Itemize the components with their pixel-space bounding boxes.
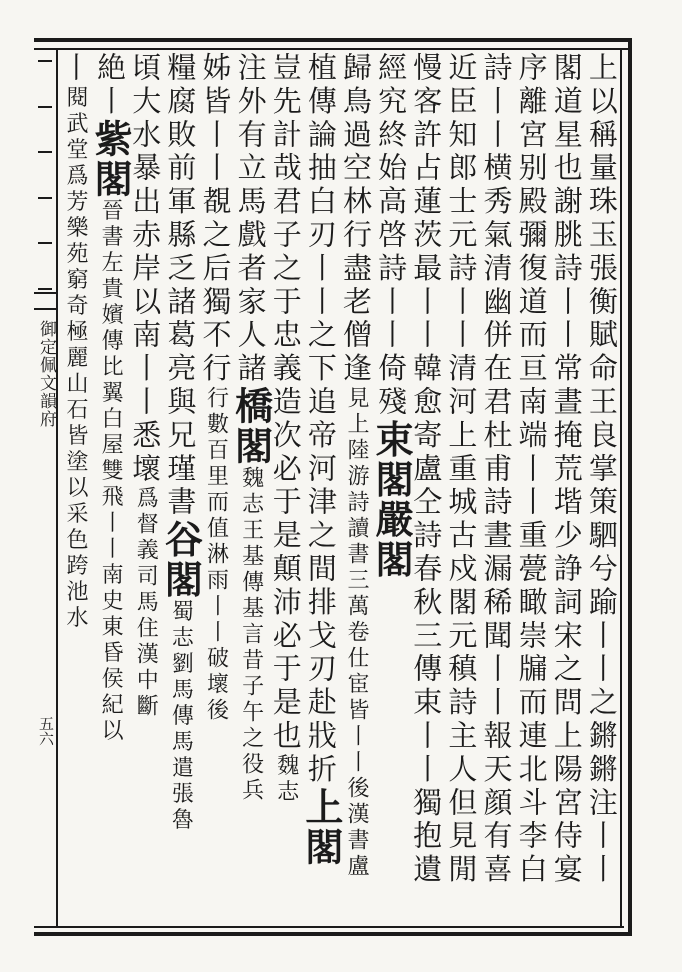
text-segment: 姊皆丨丨覩之后獨不行 xyxy=(198,52,233,386)
text-segment: 見上陸游詩讀書三萬卷仕宦皆丨丨 xyxy=(344,386,369,776)
text-column-7 xyxy=(369,52,415,924)
text-column-1 xyxy=(584,52,619,924)
text-column-8 xyxy=(341,52,371,924)
gutter-fishtail-marks xyxy=(34,60,56,290)
frame-top-inner-line xyxy=(34,48,632,50)
text-segment: 糧腐敗前軍縣乏諸葛亮與兄瑾書 xyxy=(163,52,198,520)
gutter-book-title: 御定佩文韻府 xyxy=(36,320,56,428)
headword: 束閣 xyxy=(369,419,415,500)
text-segment: 近臣知郎士元詩丨丨清河上重城古戍閣元稹詩主人但見閒 xyxy=(444,52,479,887)
text-segment: 注外有立馬戲者家人諸 xyxy=(233,52,268,386)
text-column-11 xyxy=(228,52,274,924)
main-text-area xyxy=(58,52,620,924)
text-segment: 慢客許占蓮茨最丨丨韓愈寄盧仝詩春秋三傳束丨丨獨抱遺 xyxy=(409,52,444,887)
text-segment: 魏志 xyxy=(273,753,299,806)
gutter-page-number: 五六 xyxy=(37,716,55,746)
text-segment: 閱武堂爲芳樂苑窮奇極麗山石皆塗以采色跨池水 xyxy=(63,85,88,632)
headword: 橋閣 xyxy=(228,386,274,466)
frame-right-outer-line xyxy=(628,38,632,936)
text-segment: 經究終始高啓詩丨丨倚殘 xyxy=(374,52,409,420)
text-segment: 序離宮别殿彌復道而亘南端丨丨重甍瞰崇牖而連北斗李白 xyxy=(514,52,549,887)
text-segment: 詩丨丨横秀氣清幽併在君杜甫詩晝漏稀聞丨丨報天顔有喜 xyxy=(479,52,514,887)
text-segment: 爲督義司馬住漢中斷 xyxy=(133,486,159,721)
frame-bottom-inner-line xyxy=(34,926,624,928)
text-segment: 晉書左貴嬪傳比翼白屋雙飛丨丨南史東昏侯紀以 xyxy=(98,198,124,745)
text-segment: 豈先計哉君子之于忠義造次必于是顛沛必于是也 xyxy=(268,52,303,754)
frame-top-outer-line xyxy=(34,38,632,42)
text-segment: 絶丨 xyxy=(93,52,128,119)
text-column-3 xyxy=(514,52,549,924)
text-segment: 行數百里而值淋雨丨丨破壞後 xyxy=(203,386,229,724)
text-column-5 xyxy=(444,52,479,924)
text-segment: 後漢書盧 xyxy=(344,776,369,880)
frame-bottom-outer-line xyxy=(34,932,632,936)
text-column-9 xyxy=(298,52,344,924)
text-column-16 xyxy=(60,52,90,924)
text-column-6 xyxy=(409,52,444,924)
frame-right-inner-line xyxy=(620,48,622,928)
text-segment: 丨 xyxy=(58,52,92,86)
text-segment: 蜀志劉馬傳馬遣張魯 xyxy=(168,599,194,834)
text-segment: 植傳論抽白刃丨丨之下追帝河津之間排戈刃赴戕折 xyxy=(303,52,338,787)
text-column-13 xyxy=(158,52,204,924)
text-column-15 xyxy=(88,52,134,924)
headword: 紫閣 xyxy=(88,118,134,199)
headword: 谷閣 xyxy=(158,519,204,600)
text-column-10 xyxy=(268,52,303,924)
headword: 上閣 xyxy=(298,786,344,867)
text-column-14 xyxy=(128,52,163,924)
text-column-12 xyxy=(198,52,233,924)
text-column-2 xyxy=(549,52,584,924)
text-segment: 魏志王基傳基言昔子午之役兵 xyxy=(238,466,264,804)
text-column-4 xyxy=(479,52,514,924)
headword: 嚴閣 xyxy=(369,499,415,580)
text-segment: 上以稱量珠玉張衡賦命王良掌策駟兮踰丨丨之鏘鏘注丨丨 xyxy=(584,52,619,887)
text-segment: 閣道星也謝朓詩丨丨常晝掩荒堦少諍詞宋之問上陽宮侍宴 xyxy=(549,52,584,887)
text-segment: 歸鳥過空林行盡老僧逢 xyxy=(339,52,373,386)
text-segment: 頃大水暴出赤岸以南丨丨悉壞 xyxy=(128,52,163,487)
gutter-fishtail-block xyxy=(34,292,56,310)
